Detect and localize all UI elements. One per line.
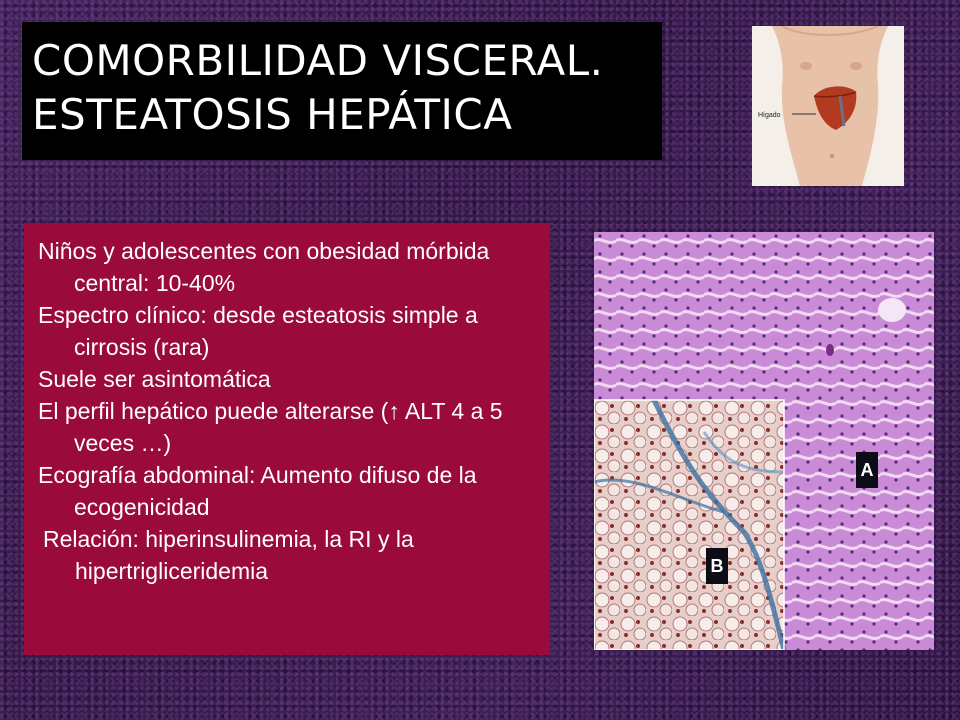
liver-anatomy-image — [752, 26, 904, 186]
liver-label: Hígado — [758, 112, 781, 119]
bullet-item: Ecografía abdominal: Aumento difuso de la ecogenicidad — [38, 462, 477, 520]
title-line-2: ESTEATOSIS HEPÁTICA — [32, 90, 513, 139]
histology-image — [594, 232, 934, 650]
histology-micrograph — [594, 232, 934, 650]
slide-title — [22, 22, 662, 160]
bullet-item: Suele ser asintomática — [38, 366, 271, 392]
label-b: B — [706, 548, 728, 584]
bullet-list — [24, 223, 550, 655]
bullet-item: Niños y adolescentes con obesidad mórbida central: 10-40% — [38, 238, 490, 296]
title-line-1: COMORBILIDAD VISCERAL. — [32, 36, 604, 85]
bullet-item: Relación: hiperinsulinemia, la RI y la hipertrigliceridemia — [43, 526, 414, 584]
label-a: A — [856, 452, 878, 488]
bullet-item: El perfil hepático puede alterarse (↑ ALT 4 a 5 veces …) — [38, 398, 503, 456]
torso-illustration — [752, 26, 904, 186]
bullet-item: Espectro clínico: desde esteatosis simple a cirrosis (rara) — [38, 302, 478, 360]
